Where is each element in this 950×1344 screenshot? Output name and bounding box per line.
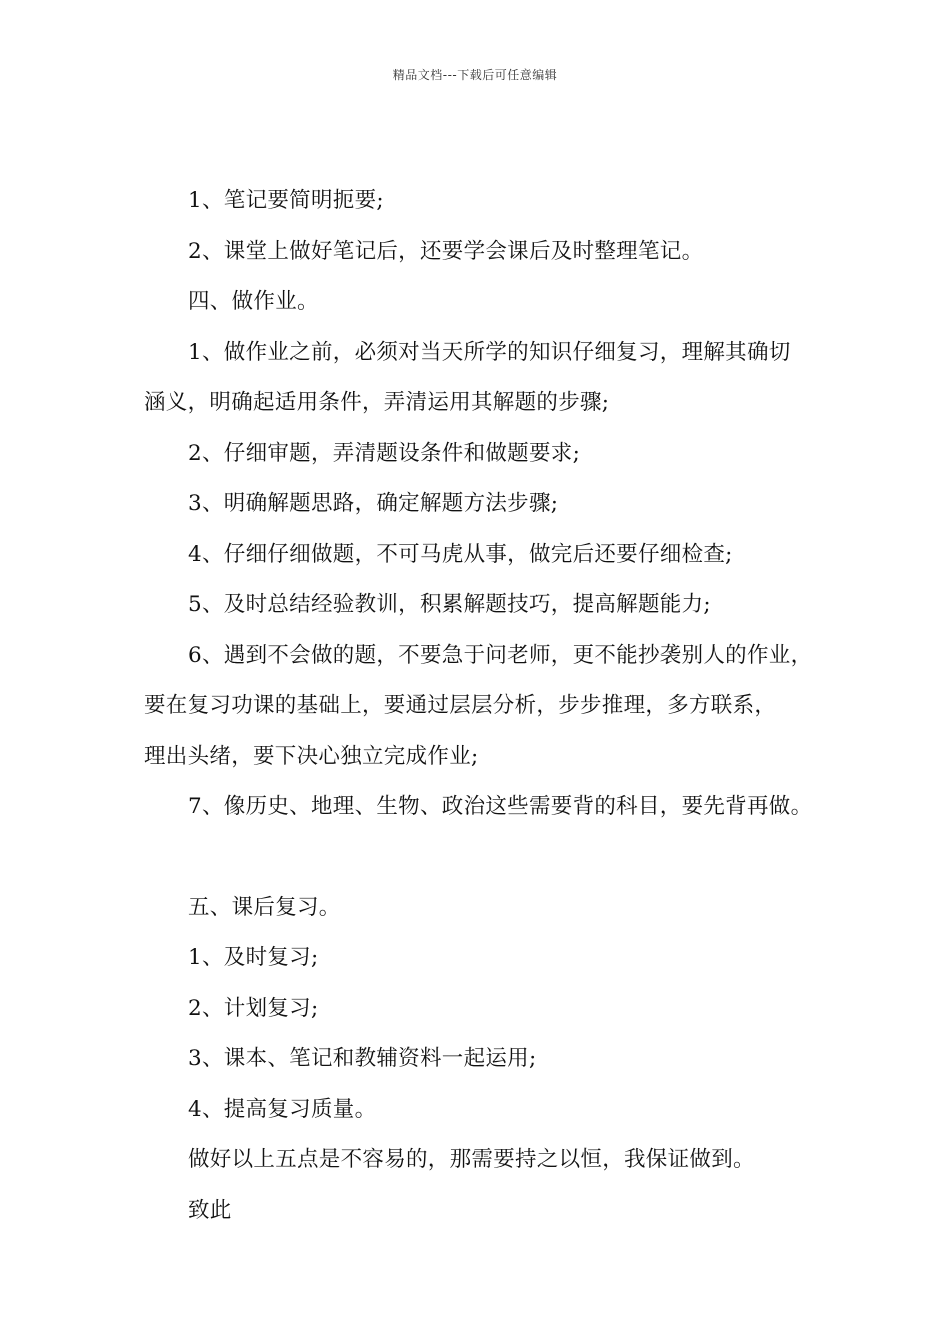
paragraph: 3、明确解题思路，确定解题方法步骤; [188, 491, 559, 516]
paragraph-continuation: 要在复习功课的基础上，要通过层层分析，步步推理，多方联系， [144, 693, 777, 718]
paragraph: 6、遇到不会做的题，不要急于问老师，更不能抄袭别人的作业， [188, 642, 813, 668]
paragraph: 5、及时总结经验教训，积累解题技巧，提高解题能力; [188, 592, 711, 617]
paragraph: 4、仔细仔细做题，不可马虎从事，做完后还要仔细检查; [188, 541, 733, 567]
paragraph: 1、笔记要简明扼要; [188, 188, 384, 213]
page-header: 精品文档---下载后可任意编辑 [392, 68, 558, 82]
section-heading: 五、课后复习。 [188, 894, 341, 920]
paragraph: 7、像历史、地理、生物、政治这些需要背的科目，要先背再做。 [188, 794, 813, 819]
paragraph: 做好以上五点是不容易的，那需要持之以恒，我保证做到。 [188, 1147, 755, 1172]
paragraph: 1、及时复习; [188, 945, 319, 970]
section-heading: 四、做作业。 [188, 289, 319, 314]
paragraph: 4、提高复习质量。 [188, 1096, 377, 1122]
blank-line [144, 841, 834, 891]
closing-line: 致此 [188, 1197, 232, 1223]
paragraph: 3、课本、笔记和教辅资料一起运用; [188, 1046, 537, 1071]
paragraph: 1、做作业之前，必须对当天所学的知识仔细复习，理解其确切 [188, 339, 791, 365]
document-body [144, 184, 834, 1244]
paragraph-continuation: 涵义，明确起适用条件，弄清运用其解题的步骤; [144, 390, 610, 415]
paragraph: 2、仔细审题，弄清题设条件和做题要求; [188, 440, 581, 466]
paragraph: 2、课堂上做好笔记后，还要学会课后及时整理笔记。 [188, 238, 704, 264]
paragraph: 2、计划复习; [188, 995, 319, 1021]
paragraph-continuation: 理出头绪，要下决心独立完成作业; [144, 743, 479, 769]
